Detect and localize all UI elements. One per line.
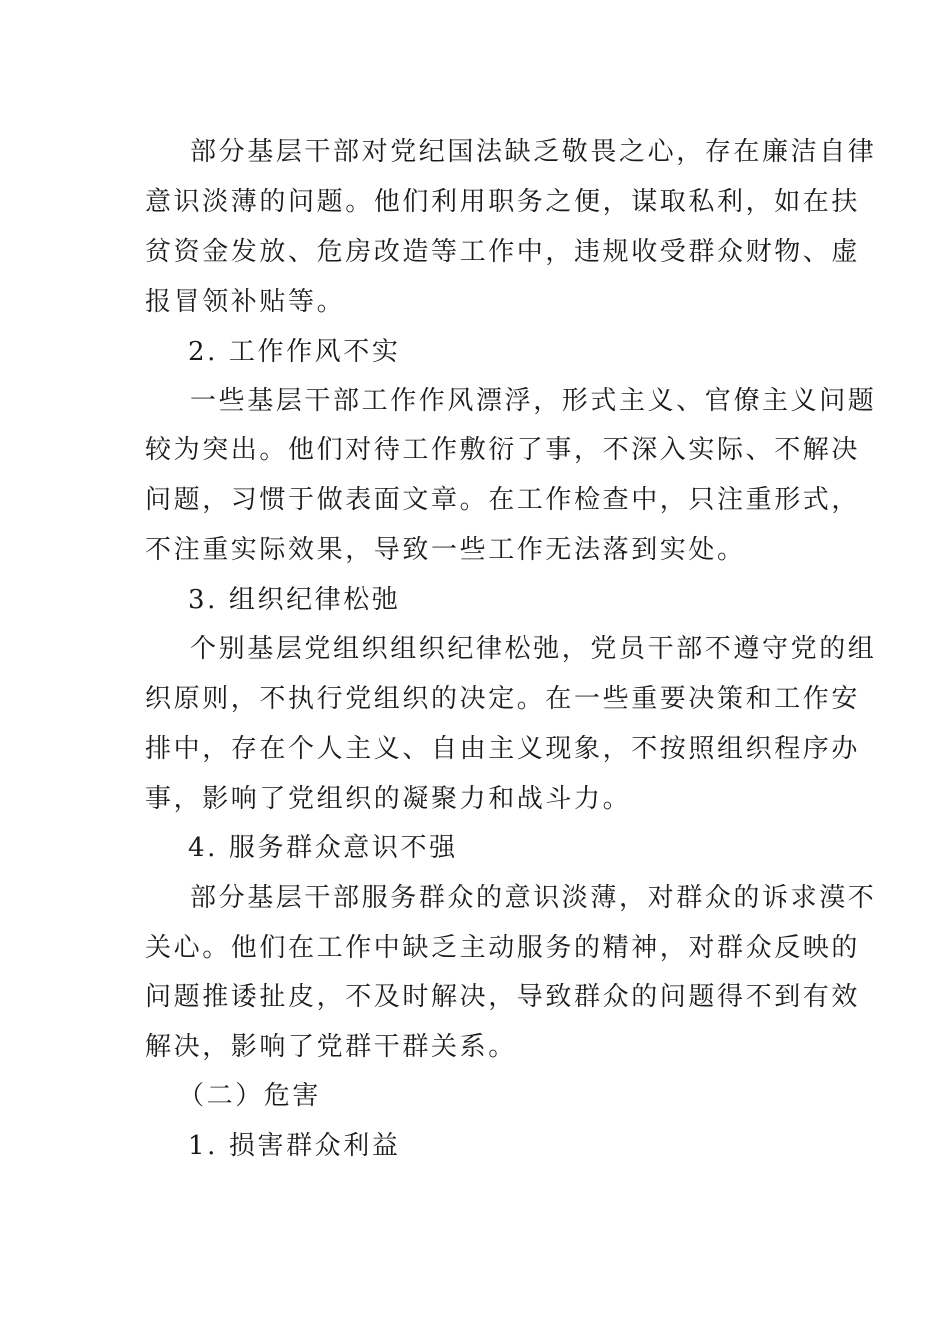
section-heading-2: 2. 工作作风不实 <box>188 337 401 367</box>
paragraph-4-line-2: 关心。他们在工作中缺乏主动服务的精神，对群众反映的 <box>145 933 861 963</box>
paragraph-2-line-1: 一些基层干部工作作风漂浮，形式主义、官僚主义问题 <box>190 386 877 416</box>
paragraph-2-line-4: 不注重实际效果，导致一些工作无法落到实处。 <box>145 535 746 565</box>
section-heading-3: 3. 组织纪律松弛 <box>188 585 401 615</box>
section-heading-harm: （二）危害 <box>178 1081 322 1111</box>
paragraph-4-line-1: 部分基层干部服务群众的意识淡薄，对群众的诉求漠不 <box>190 883 877 913</box>
paragraph-2-line-3: 问题，习惯于做表面文章。在工作检查中，只注重形式， <box>145 485 861 515</box>
paragraph-3-line-1: 个别基层党组织组织纪律松弛，党员干部不遵守党的组 <box>190 634 877 664</box>
paragraph-3-line-3: 排中，存在个人主义、自由主义现象，不按照组织程序办 <box>145 734 861 764</box>
section-heading-4: 4. 服务群众意识不强 <box>188 833 458 863</box>
section-heading-5: 1. 损害群众利益 <box>188 1131 401 1161</box>
paragraph-1-line-2: 意识淡薄的问题。他们利用职务之便，谋取私利，如在扶 <box>145 187 861 217</box>
paragraph-1-line-4: 报冒领补贴等。 <box>145 287 346 317</box>
paragraph-4-line-4: 解决，影响了党群干群关系。 <box>145 1032 517 1062</box>
paragraph-1-line-3: 贫资金发放、危房改造等工作中，违规收受群众财物、虚 <box>145 237 861 267</box>
paragraph-2-line-2: 较为突出。他们对待工作敷衍了事，不深入实际、不解决 <box>145 435 861 465</box>
paragraph-1-line-1: 部分基层干部对党纪国法缺乏敬畏之心，存在廉洁自律 <box>190 137 877 167</box>
paragraph-4-line-3: 问题推诿扯皮，不及时解决，导致群众的问题得不到有效 <box>145 982 861 1012</box>
paragraph-3-line-4: 事，影响了党组织的凝聚力和战斗力。 <box>145 784 632 814</box>
paragraph-3-line-2: 织原则，不执行党组织的决定。在一些重要决策和工作安 <box>145 684 861 714</box>
